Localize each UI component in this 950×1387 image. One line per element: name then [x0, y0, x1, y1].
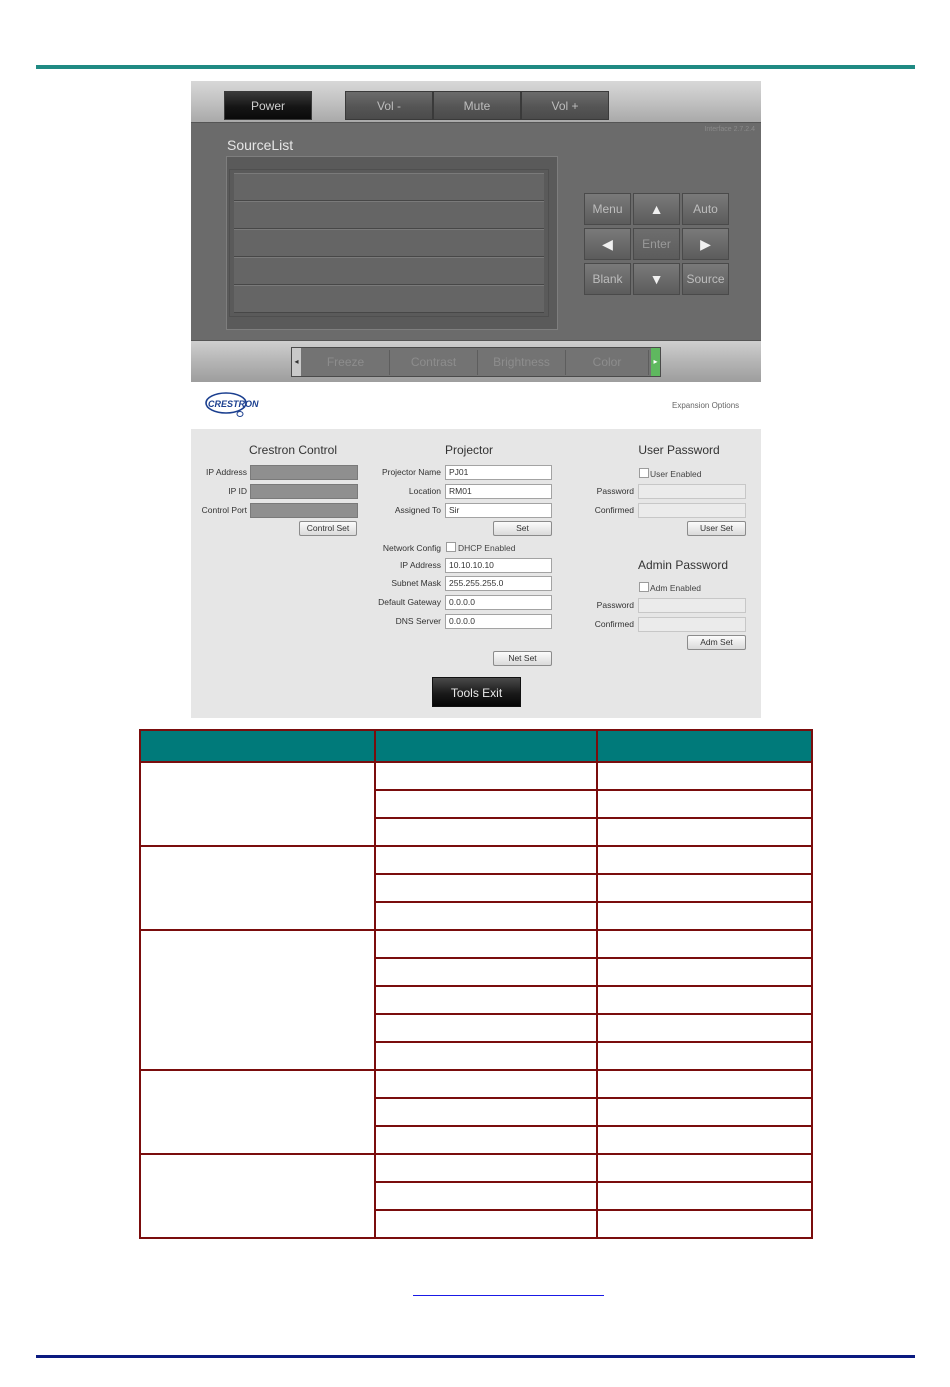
- source-list-item[interactable]: [234, 173, 544, 201]
- table-header-cell: [597, 730, 812, 762]
- table-row: [140, 1070, 812, 1098]
- control-port-field[interactable]: [250, 503, 358, 518]
- table-cell: [375, 1070, 597, 1098]
- blank-button[interactable]: Blank: [584, 263, 631, 295]
- table-header-cell: [375, 730, 597, 762]
- table-cell: [597, 818, 812, 846]
- table-cell: [597, 1070, 812, 1098]
- source-list-item[interactable]: [234, 257, 544, 285]
- control-port-label: Control Port: [201, 505, 247, 515]
- source-list-item[interactable]: [234, 201, 544, 229]
- remote-panel: [191, 81, 761, 382]
- crestron-logo: [204, 388, 274, 418]
- table-header-cell: [140, 730, 375, 762]
- power-button[interactable]: Power: [224, 91, 312, 120]
- enter-button[interactable]: Enter: [633, 228, 680, 260]
- table-cell: [597, 874, 812, 902]
- down-arrow-button[interactable]: [633, 263, 680, 295]
- table-cell: [597, 1210, 812, 1238]
- table-row: [140, 846, 812, 874]
- source-list[interactable]: [229, 169, 549, 317]
- header-rule: [36, 65, 915, 69]
- table-row: [140, 762, 812, 790]
- table-cell: [375, 958, 597, 986]
- dhcp-enabled-label: DHCP Enabled: [458, 543, 516, 553]
- ip-address-label: IP Address: [400, 560, 441, 570]
- location-field[interactable]: RM01: [445, 484, 552, 499]
- menu-button[interactable]: Menu: [584, 193, 631, 225]
- table-cell: [597, 1098, 812, 1126]
- left-arrow-button[interactable]: [584, 228, 631, 260]
- table-cell: [375, 1014, 597, 1042]
- table-cell: [375, 1098, 597, 1126]
- left-arrow-icon: ◀: [602, 236, 613, 252]
- table-cell: [375, 762, 597, 790]
- user-password-field[interactable]: [638, 484, 746, 499]
- admin-confirmed-field[interactable]: [638, 617, 746, 632]
- table-group-cell: [140, 1154, 375, 1238]
- user-password-label: Password: [596, 486, 634, 496]
- dns-server-field[interactable]: 0.0.0.0: [445, 614, 552, 629]
- table-cell: [375, 1154, 597, 1182]
- table-cell: [375, 790, 597, 818]
- table-cell: [375, 986, 597, 1014]
- brightness-button[interactable]: Brightness: [478, 350, 566, 375]
- up-arrow-button[interactable]: [633, 193, 680, 225]
- underlined-link[interactable]: [413, 1281, 604, 1296]
- scroll-right-icon[interactable]: ▸: [651, 348, 660, 376]
- right-arrow-button[interactable]: [682, 228, 729, 260]
- dhcp-enabled-checkbox[interactable]: [446, 542, 456, 552]
- subnet-mask-label: Subnet Mask: [391, 578, 441, 588]
- table-cell: [375, 818, 597, 846]
- projector-name-field[interactable]: PJ01: [445, 465, 552, 480]
- admin-set-button[interactable]: Adm Set: [687, 635, 746, 650]
- user-set-button[interactable]: User Set: [687, 521, 746, 536]
- table-group-cell: [140, 846, 375, 930]
- assigned-to-field[interactable]: Sir: [445, 503, 552, 518]
- table-header-row: [140, 730, 812, 762]
- table-cell: [375, 1182, 597, 1210]
- table-cell: [375, 902, 597, 930]
- admin-enabled-label: Adm Enabled: [650, 583, 702, 593]
- table-cell: [597, 1154, 812, 1182]
- color-button[interactable]: Color: [566, 350, 649, 375]
- ip-id-label: IP ID: [228, 486, 247, 496]
- admin-confirmed-label: Confirmed: [594, 619, 634, 629]
- table-cell: [375, 1210, 597, 1238]
- table-row: [140, 930, 812, 958]
- net-set-button[interactable]: Net Set: [493, 651, 552, 666]
- svg-text:CRESTRON: CRESTRON: [208, 399, 259, 409]
- crestron-ip-address-label: IP Address: [206, 467, 247, 477]
- table-cell: [597, 790, 812, 818]
- table-cell: [597, 1126, 812, 1154]
- table-group-cell: [140, 1070, 375, 1154]
- table-cell: [597, 1014, 812, 1042]
- image-adjust-slider: [291, 347, 661, 377]
- mute-button[interactable]: Mute: [433, 91, 521, 120]
- location-label: Location: [408, 486, 441, 496]
- crestron-control-title: Crestron Control: [248, 443, 338, 457]
- source-list-item[interactable]: [234, 229, 544, 257]
- user-confirmed-label: Confirmed: [594, 505, 634, 515]
- user-confirmed-field[interactable]: [638, 503, 746, 518]
- interface-version: Interface 2.7.2.4: [704, 126, 755, 133]
- footer-rule: [36, 1355, 915, 1358]
- ip-address-field[interactable]: 10.10.10.10: [445, 558, 552, 573]
- ip-id-field[interactable]: [250, 484, 358, 499]
- table-cell: [597, 902, 812, 930]
- network-config-label: Network Config: [382, 543, 441, 553]
- user-enabled-label: User Enabled: [650, 469, 702, 479]
- bottom-button-bar: [191, 340, 761, 382]
- contrast-button[interactable]: Contrast: [390, 350, 478, 375]
- table-cell: [597, 930, 812, 958]
- assigned-to-label: Assigned To: [394, 505, 441, 515]
- down-arrow-icon: ▼: [649, 271, 664, 287]
- table-cell: [375, 1042, 597, 1070]
- top-button-bar: [191, 81, 761, 123]
- expansion-options-link[interactable]: Expansion Options: [672, 401, 740, 410]
- table-cell: [597, 1182, 812, 1210]
- auto-button[interactable]: Auto: [682, 193, 729, 225]
- source-list-title: SourceList: [227, 137, 294, 153]
- set-button[interactable]: Set: [493, 521, 552, 536]
- table-cell: [375, 846, 597, 874]
- default-gateway-field[interactable]: 0.0.0.0: [445, 595, 552, 610]
- dns-server-label: DNS Server: [395, 616, 441, 626]
- user-password-title: User Password: [638, 443, 720, 457]
- table-cell: [375, 1126, 597, 1154]
- table-cell: [597, 846, 812, 874]
- table-cell: [375, 930, 597, 958]
- right-arrow-icon: ▶: [700, 236, 711, 252]
- admin-enabled-checkbox[interactable]: [639, 582, 649, 592]
- table-cell: [597, 958, 812, 986]
- table-row: [140, 1154, 812, 1182]
- up-arrow-icon: ▲: [649, 201, 664, 217]
- tools-exit-button[interactable]: Tools Exit: [432, 677, 521, 707]
- admin-password-title: Admin Password: [637, 558, 729, 572]
- vol-up-button[interactable]: Vol +: [521, 91, 609, 120]
- table-cell: [597, 986, 812, 1014]
- settings-table: [139, 729, 813, 1239]
- projector-name-label: Projector Name: [381, 467, 441, 477]
- table-cell: [597, 762, 812, 790]
- projector-title: Projector: [444, 443, 494, 457]
- source-button[interactable]: Source: [682, 263, 729, 295]
- table-cell: [597, 1042, 812, 1070]
- freeze-button[interactable]: Freeze: [302, 350, 390, 375]
- crestron-ip-address-field[interactable]: [250, 465, 358, 480]
- scroll-left-icon[interactable]: ◂: [292, 348, 301, 376]
- source-list-item[interactable]: [234, 285, 544, 313]
- admin-password-label: Password: [596, 600, 634, 610]
- table-group-cell: [140, 762, 375, 846]
- subnet-mask-field[interactable]: 255.255.255.0: [445, 576, 552, 591]
- table-cell: [375, 874, 597, 902]
- vol-down-button[interactable]: Vol -: [345, 91, 433, 120]
- default-gateway-label: Default Gateway: [378, 597, 441, 607]
- admin-password-field[interactable]: [638, 598, 746, 613]
- control-set-button[interactable]: Control Set: [299, 521, 357, 536]
- table-group-cell: [140, 930, 375, 1070]
- user-enabled-checkbox[interactable]: [639, 468, 649, 478]
- tools-panel: [191, 429, 761, 718]
